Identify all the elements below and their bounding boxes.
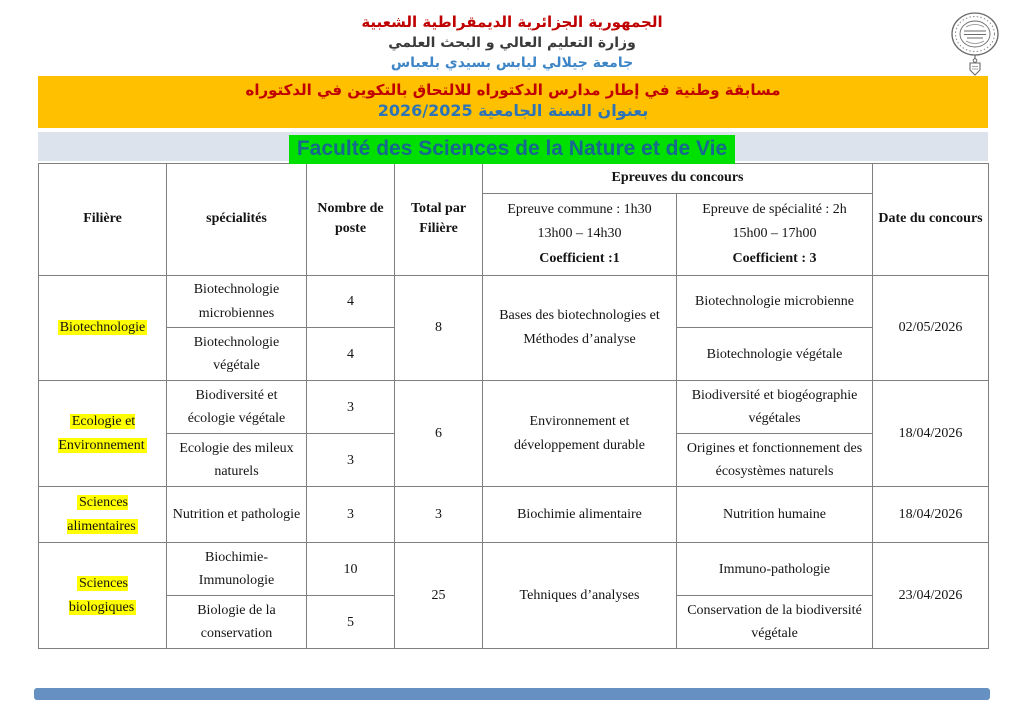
postes-cell: 10 (307, 543, 395, 596)
postes-cell: 3 (307, 487, 395, 543)
epreuve-specialite-cell: Origines et fonctionnement des écosystèmes naturels (677, 434, 873, 487)
total-cell: 8 (395, 275, 483, 381)
university-name: جامعة جيلالي ليابس بسيدي بلعباس (390, 55, 634, 71)
filiere-label: Sciences biologiques (68, 576, 135, 615)
col-header-specialites: spécialités (167, 164, 307, 276)
total-cell: 25 (395, 543, 483, 649)
epreuve-specialite-horaire: 15h00 – 17h00 (732, 226, 817, 242)
government-header (0, 13, 1024, 71)
epreuve-commune-horaire: 13h00 – 14h30 (537, 226, 622, 242)
filiere-cell (39, 543, 167, 649)
total-cell: 3 (395, 487, 483, 543)
specialite-cell: Biotechnologie microbiennes (167, 275, 307, 328)
epreuve-commune-cell: Biochimie alimentaire (483, 487, 677, 543)
filiere-label: Sciences alimentaires (67, 495, 136, 534)
concours-table (38, 163, 989, 649)
footer-accent-bar (34, 688, 990, 700)
announcement-banner (38, 76, 988, 128)
epreuve-commune-coefficient: Coefficient :1 (539, 250, 620, 266)
epreuve-commune-duration: Epreuve commune : 1h30 (507, 202, 652, 217)
epreuve-specialite-cell: Conservation de la biodiversité végétale (677, 596, 873, 649)
university-seal-logo (942, 8, 1008, 80)
faculty-title (0, 135, 1024, 164)
table-header-row-1 (39, 164, 989, 194)
postes-cell: 3 (307, 381, 395, 434)
date-cell: 18/04/2026 (873, 487, 989, 543)
filiere-cell (39, 275, 167, 381)
specialite-cell: Biotechnologie végétale (167, 328, 307, 381)
col-header-date-concours: Date du concours (873, 164, 989, 276)
col-header-total-par-filiere: Total par Filière (395, 164, 483, 276)
epreuve-specialite-cell: Nutrition humaine (677, 487, 873, 543)
epreuve-specialite-cell: Biotechnologie végétale (677, 328, 873, 381)
postes-cell: 5 (307, 596, 395, 649)
epreuve-specialite-coefficient: Coefficient : 3 (732, 250, 817, 266)
postes-cell: 4 (307, 275, 395, 328)
postes-cell: 3 (307, 434, 395, 487)
specialite-cell: Ecologie des mileux naturels (167, 434, 307, 487)
col-header-epreuve-specialite (677, 194, 873, 276)
ministry-title: وزارة التعليم العالي و البحث العلمي (388, 35, 636, 51)
table-row (39, 543, 989, 596)
table-row (39, 487, 989, 543)
col-header-filiere: Filière (39, 164, 167, 276)
col-header-epreuves: Epreuves du concours (483, 164, 873, 194)
table-row (39, 381, 989, 434)
banner-line-2: بعنوان السنة الجامعية 2026/2025 (377, 101, 649, 120)
postes-cell: 4 (307, 328, 395, 381)
col-header-nombre-de-poste: Nombre de poste (307, 164, 395, 276)
specialite-cell: Biochimie-Immunologie (167, 543, 307, 596)
republic-title: الجمهورية الجزائرية الديمقراطية الشعبية (361, 13, 663, 31)
epreuve-specialite-cell: Immuno-pathologie (677, 543, 873, 596)
table-row (39, 275, 989, 328)
date-cell: 18/04/2026 (873, 381, 989, 487)
date-cell: 02/05/2026 (873, 275, 989, 381)
filiere-cell (39, 487, 167, 543)
epreuve-specialite-duration: Epreuve de spécialité : 2h (702, 202, 847, 217)
specialite-cell: Biologie de la conservation (167, 596, 307, 649)
epreuve-specialite-cell: Biotechnologie microbienne (677, 275, 873, 328)
epreuve-commune-cell: Environnement et développement durable (483, 381, 677, 487)
col-header-epreuve-commune (483, 194, 677, 276)
epreuve-commune-cell: Bases des biotechnologies et Méthodes d’analyse (483, 275, 677, 381)
faculty-title-text: Faculté des Sciences de la Nature et de Vie (289, 135, 735, 164)
specialite-cell: Nutrition et pathologie (167, 487, 307, 543)
total-cell: 6 (395, 381, 483, 487)
specialite-cell: Biodiversité et écologie végétale (167, 381, 307, 434)
epreuve-commune-cell: Tehniques d’analyses (483, 543, 677, 649)
filiere-label: Biotechnologie (59, 320, 146, 336)
filiere-cell (39, 381, 167, 487)
filiere-label: Ecologie et Environnement (58, 414, 145, 453)
date-cell: 23/04/2026 (873, 543, 989, 649)
epreuve-specialite-cell: Biodiversité et biogéographie végétales (677, 381, 873, 434)
banner-line-1: مسابقة وطنية في إطار مدارس الدكتوراه للالتحاق بالتكوين في الدكتوراه (245, 81, 781, 99)
